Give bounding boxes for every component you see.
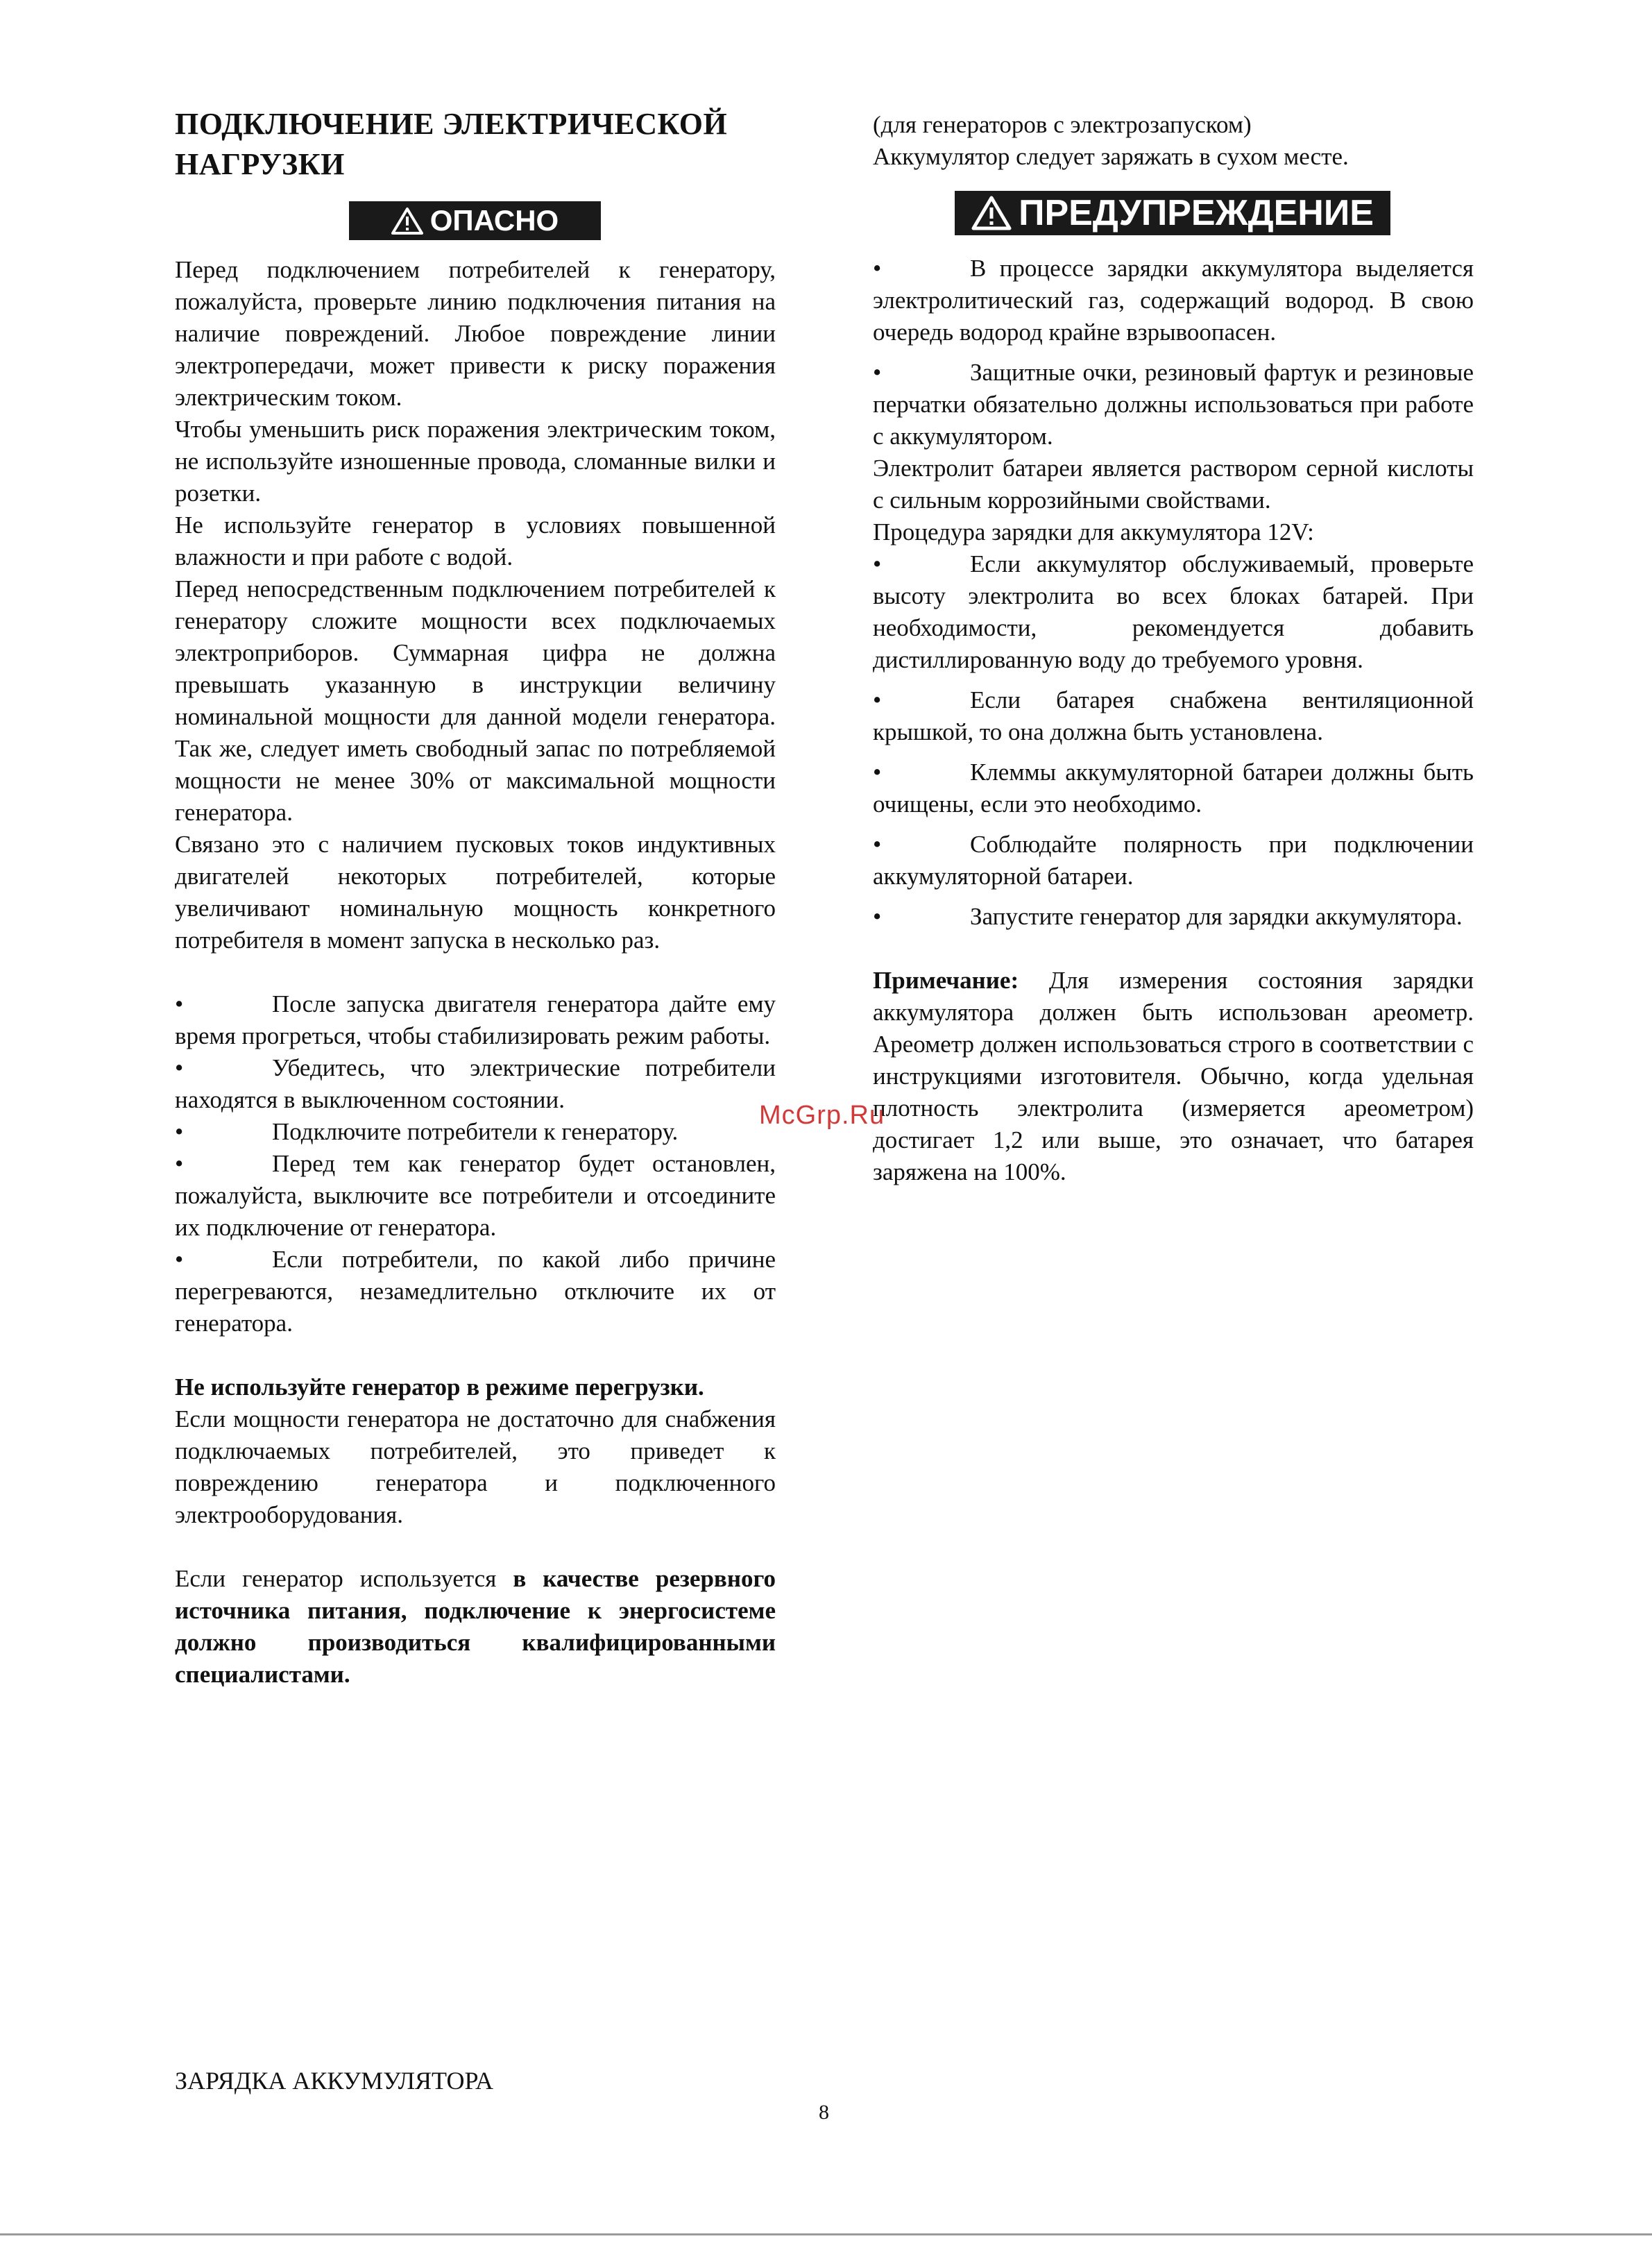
section-heading-battery-charging: ЗАРЯДКА АККУМУЛЯТОРА	[175, 2067, 493, 2095]
list-item	[873, 684, 1474, 748]
bullet-icon: •	[873, 550, 882, 577]
list-item	[873, 253, 1474, 348]
danger-banner-label: ОПАСНО	[429, 204, 559, 237]
paragraph-electrolyte: Электролит батареи является раствором серной кислоты с сильным коррозийными свойствами.	[873, 455, 1474, 514]
list-item	[175, 1052, 776, 1116]
list-item	[175, 988, 776, 1052]
bullet-icon: •	[175, 1150, 184, 1177]
list-item-text: Если аккумулятор обслуживаемый, проверьте высоту электролита во всех блоках батарей. При необходимости, рекомендуется добавить дистиллированную воду до требуемого уровня.	[873, 550, 1474, 673]
bullet-icon: •	[175, 1246, 184, 1273]
bullet-icon: •	[873, 903, 882, 930]
bottom-divider	[0, 2233, 1652, 2235]
list-item	[873, 548, 1474, 676]
left-column	[175, 254, 776, 1691]
bullet-icon: •	[175, 990, 184, 1017]
list-item	[175, 1148, 776, 1244]
list-item-text: Подключите потребители к генератору.	[272, 1118, 679, 1145]
list-item-text: Если потребители, по какой либо причине перегреваются, незамедлительно отключите их от генератора.	[175, 1246, 776, 1337]
note-label: Примечание:	[873, 967, 1019, 994]
paragraph-humidity: Не используйте генератор в условиях повышенной влажности и при работе с водой.	[175, 511, 776, 570]
page-number: 8	[819, 2101, 829, 2124]
list-item	[873, 829, 1474, 893]
list-item	[175, 1116, 776, 1148]
bullet-icon: •	[873, 686, 882, 713]
list-item-text: После запуска двигателя генератора дайте ему время прогреться, чтобы стабилизировать режим работы.	[175, 990, 776, 1049]
list-item-text: Соблюдайте полярность при подключении аккумуляторной батареи.	[873, 831, 1474, 890]
list-item-text: Убедитесь, что электрические потребители находятся в выключенном состоянии.	[175, 1054, 776, 1113]
paragraph-overload: Если мощности генератора не достаточно для снабжения подключаемых потребителей, это приведет к повреждению генератора и подключенного электрооборудования.	[175, 1405, 776, 1528]
paragraph-sum-power: Перед непосредственным подключением потребителей к генератору сложите мощности всех подключаемых электроприборов. Суммарная цифра не должна превышать указанную в инструкции величину номинальной мощности для данной модели генератора. Так же, следует иметь свободный запас по потребляемой мощности не менее 30% от максимальной мощности генератора.	[175, 575, 776, 826]
warning-triangle-icon	[391, 207, 423, 235]
bullet-icon: •	[175, 1054, 184, 1081]
title-line-2: НАГРУЗКИ	[175, 147, 345, 181]
list-item-text: В процессе зарядки аккумулятора выделяется электролитический газ, содержащий водород. В свою очередь водород крайне взрывоопасен.	[873, 255, 1474, 346]
danger-banner	[349, 201, 601, 240]
paragraph-reduce-risk: Чтобы уменьшить риск поражения электрическим током, не используйте изношенные провода, сломанные вилки и розетки.	[175, 416, 776, 507]
reserve-text-bold: в качестве резервного источника питания, подключение к энергосистеме должно производиться квалифицированными специалистами.	[175, 1565, 776, 1688]
list-item	[873, 357, 1474, 453]
list-item	[873, 756, 1474, 820]
bullet-icon: •	[175, 1118, 184, 1145]
list-item-text: Запустите генератор для зарядки аккумулятора.	[970, 903, 1463, 930]
title-line-1: ПОДКЛЮЧЕНИЕ ЭЛЕКТРИЧЕСКОЙ	[175, 107, 728, 141]
bullet-icon: •	[873, 759, 882, 786]
overload-warning-heading: Не используйте генератор в режиме перегрузки.	[175, 1373, 704, 1401]
paragraph-procedure: Процедура зарядки для аккумулятора 12V:	[873, 518, 1314, 546]
bullet-icon: •	[873, 359, 882, 386]
reserve-text: Если генератор используется	[175, 1565, 497, 1592]
watermark-text: McGrp.Ru	[759, 1101, 885, 1130]
note-text: Для измерения состояния зарядки аккумулятора должен быть использован ареометр. Ареометр должен использоваться строго в соответствии с инструкциями изготовителя. Обычно, когда удельная плотность электролита (измеряется ареометром) достигает 1,2 или выше, это означает, что батарея заряжена на 100%.	[873, 967, 1474, 1185]
page-title	[175, 104, 776, 185]
warning-triangle-icon	[971, 196, 1012, 230]
list-item-text: Перед тем как генератор будет остановлен, пожалуйста, выключите все потребители и отсоедините их подключение от генератора.	[175, 1150, 776, 1241]
list-item	[873, 901, 1474, 933]
warning-banner-label: ПРЕДУПРЕЖДЕНИЕ	[1019, 193, 1374, 233]
battery-intro-line-1: (для генераторов с электрозапуском)	[873, 111, 1252, 138]
bullet-icon: •	[873, 831, 882, 858]
list-item	[175, 1244, 776, 1339]
paragraph-inrush-current: Связано это с наличием пусковых токов индуктивных двигателей некоторых потребителей, которые увеличивают номинальную мощность конкретного потребителя в момент запуска в несколько раз.	[175, 831, 776, 954]
paragraph-inspect-line: Перед подключением потребителей к генератору, пожалуйста, проверьте линию подключения питания на наличие повреждений. Любое повреждение линии электропередачи, может привести к риску поражения электрическим током.	[175, 256, 776, 411]
list-item-text: Если батарея снабжена вентиляционной крышкой, то она должна быть установлена.	[873, 686, 1474, 745]
bullet-icon: •	[873, 255, 882, 282]
paragraph-note	[873, 965, 1474, 1188]
paragraph-reserve-source	[175, 1563, 776, 1691]
list-item-text: Защитные очки, резиновый фартук и резиновые перчатки обязательно должны использоваться при работе с аккумулятором.	[873, 359, 1474, 450]
battery-intro-line-2: Аккумулятор следует заряжать в сухом месте.	[873, 143, 1349, 170]
warning-banner	[955, 191, 1390, 235]
list-item-text: Клеммы аккумуляторной батареи должны быть очищены, если это необходимо.	[873, 759, 1474, 818]
